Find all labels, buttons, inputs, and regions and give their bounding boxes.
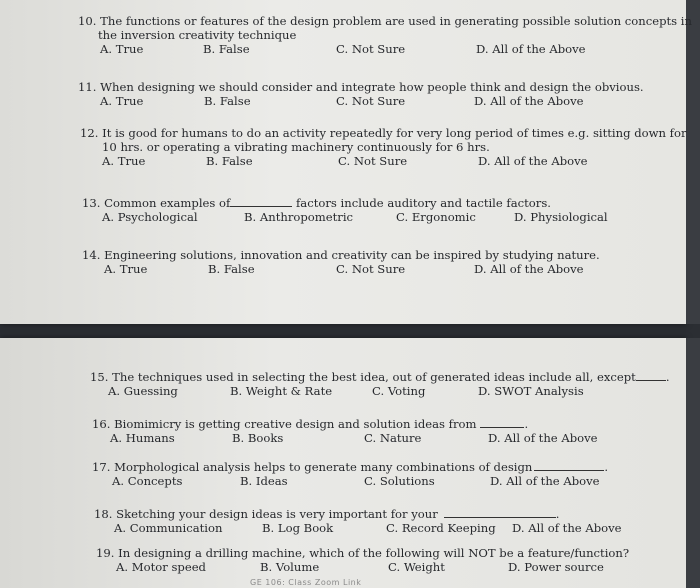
option-d[interactable]: D. All of the Above bbox=[478, 154, 588, 168]
question-text: Biomimicry is getting creative design and solution ideas from bbox=[114, 417, 477, 431]
option-a[interactable]: A. True bbox=[102, 154, 146, 168]
question-text-end: . bbox=[524, 417, 529, 431]
option-b[interactable]: B. False bbox=[203, 42, 250, 56]
option-a[interactable]: A. Concepts bbox=[112, 474, 183, 488]
option-d[interactable]: D. Physiological bbox=[514, 210, 608, 224]
option-d[interactable]: D. All of the Above bbox=[474, 262, 584, 276]
question-number: 12. bbox=[80, 126, 99, 140]
question-11 bbox=[78, 80, 644, 109]
background-edge bbox=[686, 338, 700, 588]
option-c[interactable]: C. Nature bbox=[364, 431, 422, 445]
option-b[interactable]: B. Log Book bbox=[262, 521, 334, 535]
option-a[interactable]: A. True bbox=[104, 262, 148, 276]
option-d[interactable]: D. All of the Above bbox=[488, 431, 598, 445]
answer-blank bbox=[636, 370, 666, 381]
question-text: It is good for humans to do an activity repeatedly for very long period of times e.g. sitting down for bbox=[102, 126, 687, 140]
question-text: The techniques used in selecting the best idea, out of generated ideas include all, except bbox=[112, 370, 636, 384]
option-c[interactable]: C. Not Sure bbox=[338, 154, 408, 168]
question-10 bbox=[78, 14, 692, 57]
question-text-line2: the inversion creativity technique bbox=[98, 28, 297, 42]
question-number: 13. bbox=[82, 196, 101, 210]
question-number: 18. bbox=[94, 507, 113, 521]
bottom-strip-text: GE 106: Class Zoom Link bbox=[250, 578, 362, 587]
option-a[interactable]: A. Guessing bbox=[108, 384, 178, 398]
option-b[interactable]: B. Books bbox=[232, 431, 284, 445]
option-c[interactable]: C. Weight bbox=[388, 560, 445, 574]
option-b[interactable]: B. Anthropometric bbox=[244, 210, 354, 224]
option-d[interactable]: D. All of the Above bbox=[490, 474, 600, 488]
question-text: When designing we should consider and integrate how people think and design the obvious. bbox=[100, 80, 644, 94]
question-number: 16. bbox=[92, 417, 111, 431]
option-c[interactable]: C. Voting bbox=[372, 384, 426, 398]
question-text-start: Common examples of bbox=[104, 196, 231, 210]
option-b[interactable]: B. Ideas bbox=[240, 474, 288, 488]
question-number: 15. bbox=[90, 370, 109, 384]
option-a[interactable]: A. Humans bbox=[110, 431, 175, 445]
question-number: 14. bbox=[82, 248, 101, 262]
question-text-line2: 10 hrs. or operating a vibrating machinery continuously for 6 hrs. bbox=[102, 140, 490, 154]
question-number: 10. bbox=[78, 14, 97, 28]
question-text-end: . bbox=[665, 370, 670, 384]
question-text: The functions or features of the design problem are used in generating possible solution concepts in bbox=[100, 14, 692, 28]
option-a[interactable]: A. Motor speed bbox=[116, 560, 206, 574]
question-text-end: factors include auditory and tactile factors. bbox=[296, 196, 551, 210]
answer-blank bbox=[534, 460, 604, 471]
answer-blank bbox=[480, 417, 524, 428]
option-b[interactable]: B. False bbox=[204, 94, 251, 108]
question-16 bbox=[92, 417, 612, 446]
question-19 bbox=[96, 546, 629, 575]
option-d[interactable]: D. SWOT Analysis bbox=[478, 384, 584, 398]
option-c[interactable]: C. Ergonomic bbox=[396, 210, 476, 224]
answer-blank bbox=[230, 196, 292, 207]
question-18 bbox=[94, 507, 622, 536]
answer-blank bbox=[444, 507, 556, 518]
option-c[interactable]: C. Not Sure bbox=[336, 42, 406, 56]
question-text: Morphological analysis helps to generate many combinations of design bbox=[114, 460, 533, 474]
option-b[interactable]: B. Weight & Rate bbox=[230, 384, 333, 398]
option-a[interactable]: A. Psychological bbox=[102, 210, 198, 224]
option-d[interactable]: D. All of the Above bbox=[476, 42, 586, 56]
question-number: 19. bbox=[96, 546, 115, 560]
question-text-end: . bbox=[604, 460, 609, 474]
question-text-end: . bbox=[555, 507, 560, 521]
question-text: Sketching your design ideas is very important for your bbox=[116, 507, 438, 521]
question-text: In designing a drilling machine, which of the following will NOT be a feature/function? bbox=[118, 546, 630, 560]
option-b[interactable]: B. False bbox=[208, 262, 255, 276]
option-c[interactable]: C. Solutions bbox=[364, 474, 435, 488]
question-17 bbox=[92, 460, 612, 489]
option-c[interactable]: C. Record Keeping bbox=[386, 521, 496, 535]
option-b[interactable]: B. False bbox=[206, 154, 253, 168]
option-b[interactable]: B. Volume bbox=[260, 560, 320, 574]
question-13 bbox=[82, 196, 622, 225]
question-14 bbox=[82, 248, 622, 277]
option-d[interactable]: D. All of the Above bbox=[474, 94, 584, 108]
option-a[interactable]: A. True bbox=[100, 94, 144, 108]
question-12 bbox=[80, 126, 687, 169]
question-number: 11. bbox=[78, 80, 97, 94]
option-a[interactable]: A. Communication bbox=[114, 521, 223, 535]
question-15 bbox=[90, 370, 670, 399]
option-d[interactable]: D. All of the Above bbox=[512, 521, 622, 535]
option-a[interactable]: A. True bbox=[100, 42, 144, 56]
option-d[interactable]: D. Power source bbox=[508, 560, 604, 574]
option-c[interactable]: C. Not Sure bbox=[336, 262, 406, 276]
question-text: Engineering solutions, innovation and creativity can be inspired by studying nature. bbox=[104, 248, 600, 262]
option-c[interactable]: C. Not Sure bbox=[336, 94, 406, 108]
question-number: 17. bbox=[92, 460, 111, 474]
